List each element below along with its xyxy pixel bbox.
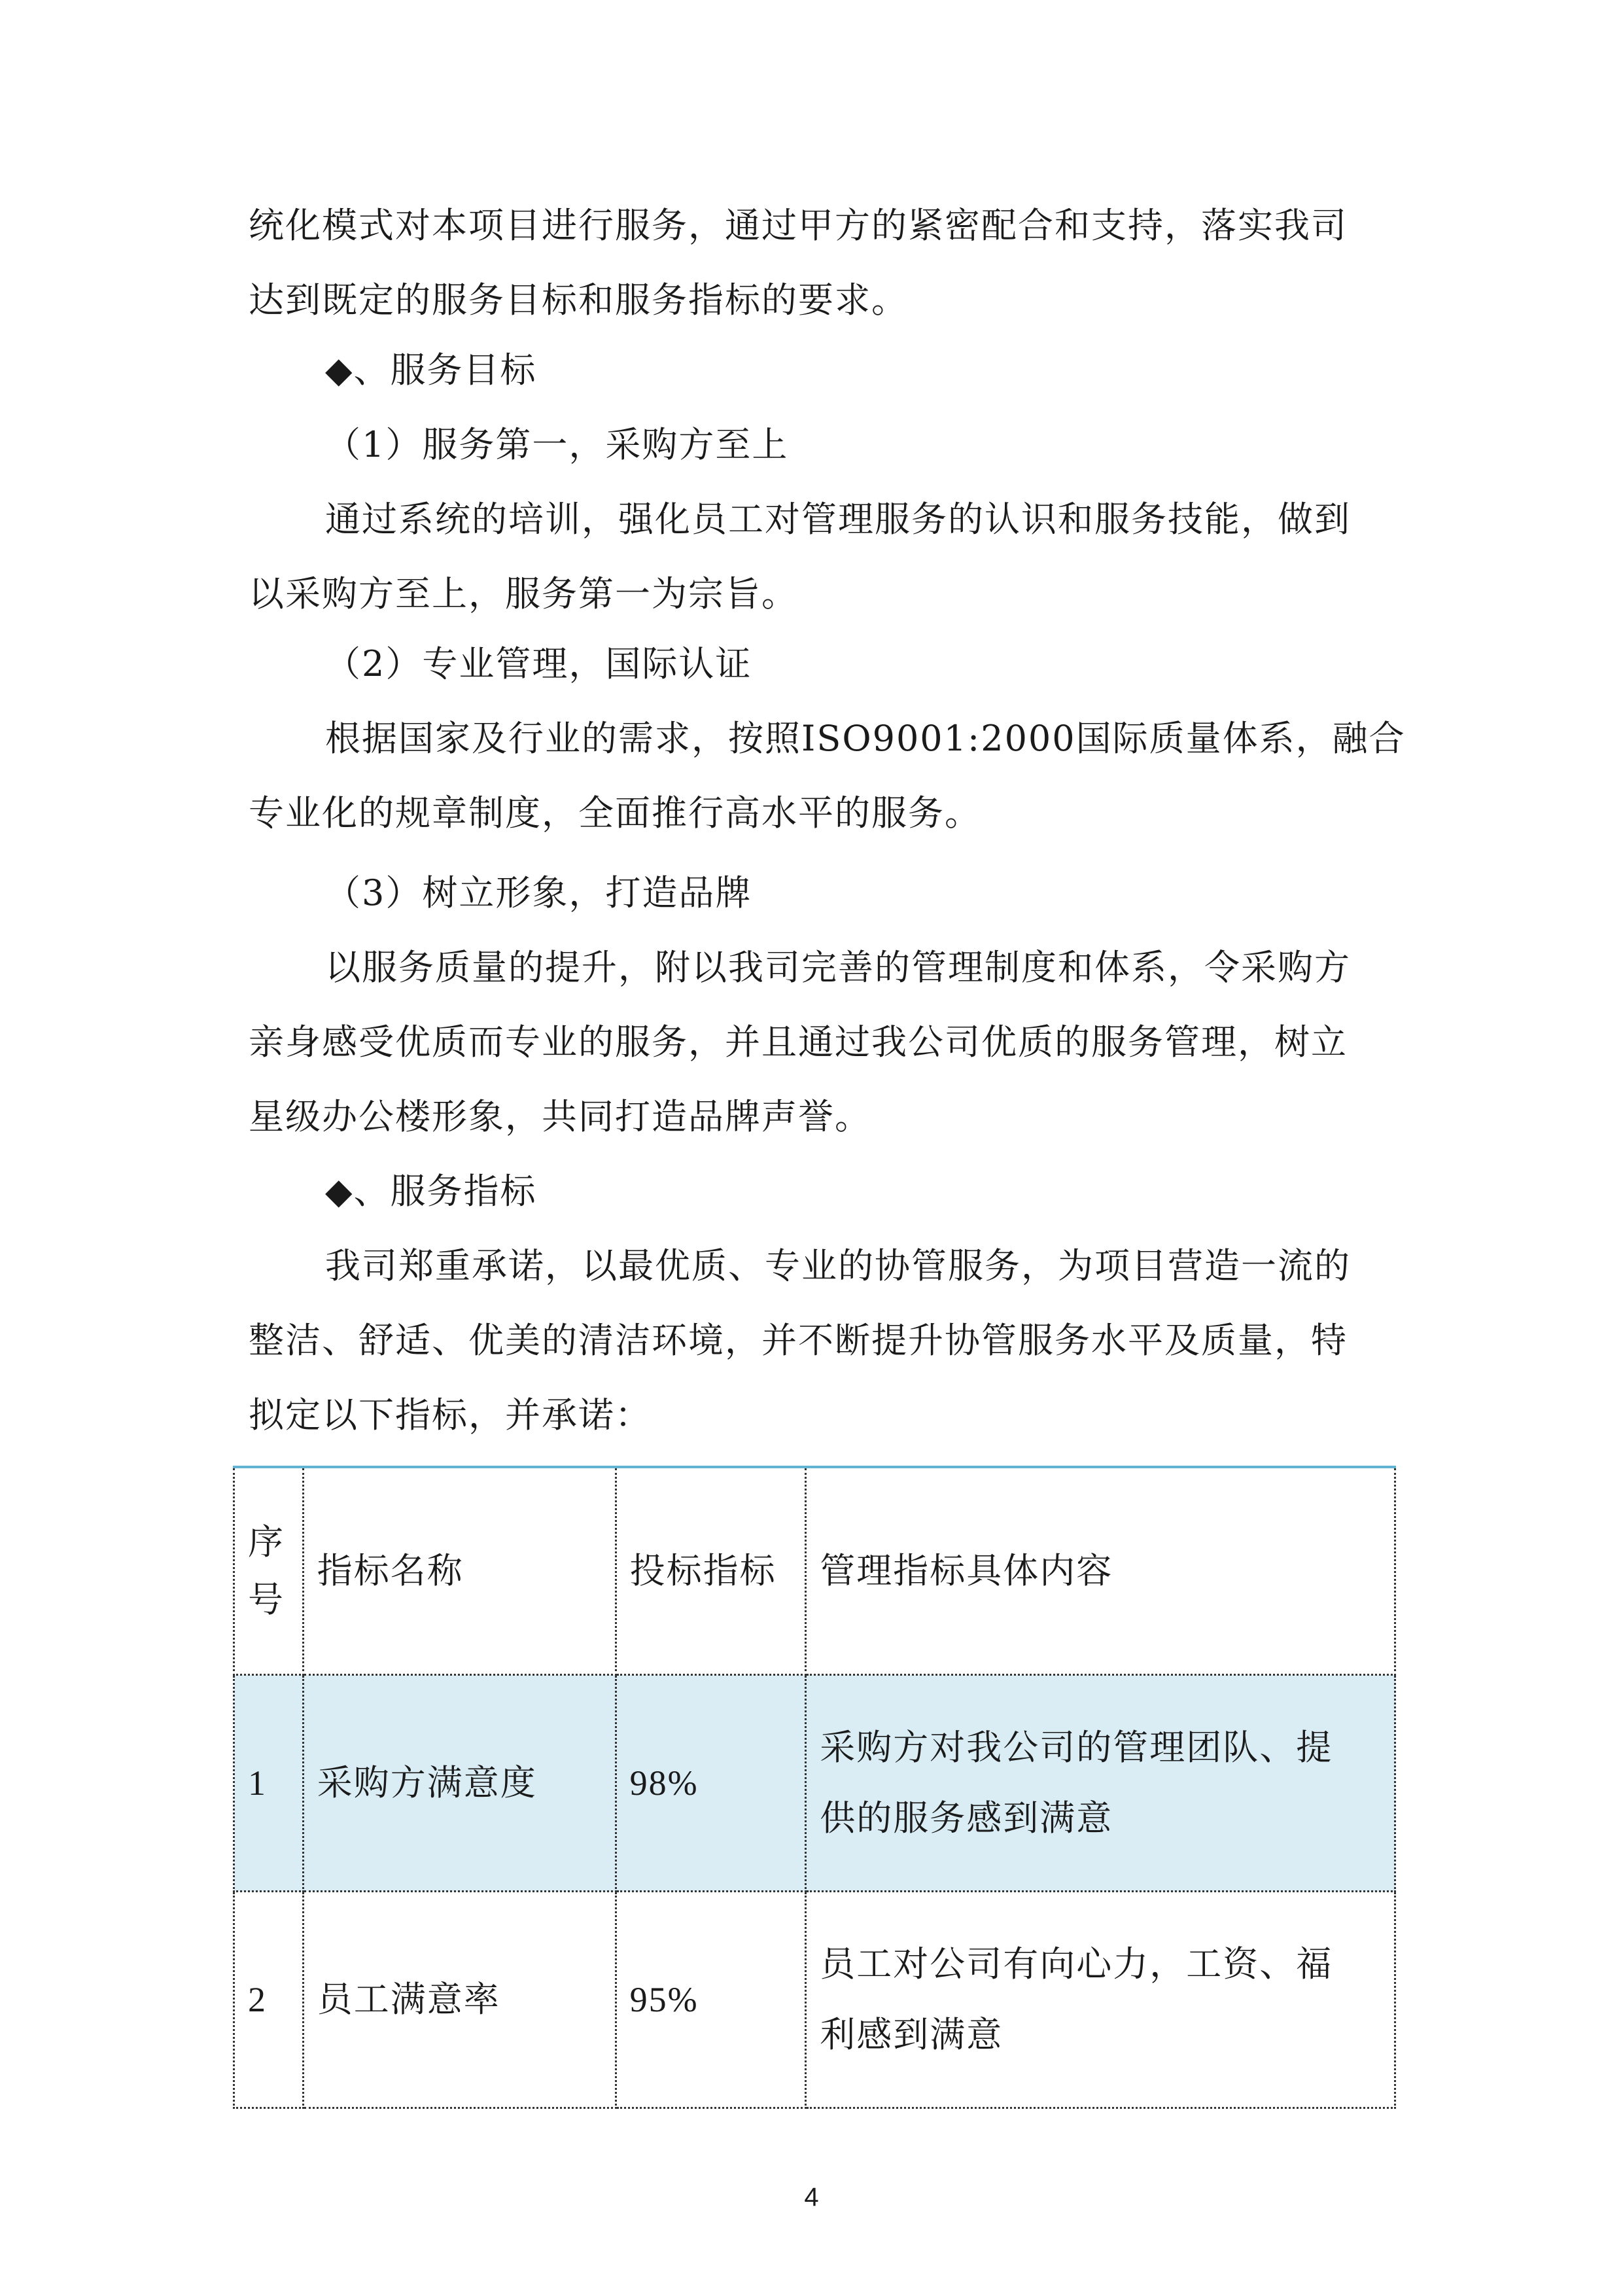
indicator-table: [233, 1466, 1396, 2109]
body-text-line: 统化模式对本项目进行服务，通过甲方的紧密配合和支持，落实我司: [249, 205, 1348, 246]
header-target: 投标指标: [616, 1467, 806, 1675]
detail-line: 利感到满意: [820, 2014, 1003, 2055]
page-number: 4: [804, 2183, 819, 2212]
detail-line: 员工对公司有向心力，工资、福: [820, 1943, 1333, 1985]
goal-1-title: （1）服务第一，采购方至上: [325, 424, 789, 465]
body-text-line: 以服务质量的提升，附以我司完善的管理制度和体系，令采购方: [325, 947, 1351, 988]
body-text-line: 拟定以下指标，并承诺：: [249, 1394, 652, 1436]
cell-detail: [806, 1675, 1395, 1892]
cell-detail: [806, 1892, 1395, 2108]
body-text-line: 根据国家及行业的需求，按照ISO9001:2000国际质量体系，融合: [325, 718, 1406, 759]
table-row: [234, 1675, 1395, 1892]
body-text-line: 以采购方至上，服务第一为宗旨。: [249, 573, 798, 614]
cell-seq: 1: [234, 1675, 304, 1892]
goal-2-title: （2）专业管理，国际认证: [325, 643, 752, 684]
table-header-row: [234, 1467, 1395, 1675]
header-seq-char: 号: [248, 1579, 285, 1620]
header-detail: 管理指标具体内容: [806, 1467, 1395, 1675]
header-seq: [234, 1467, 304, 1675]
body-text-line: 达到既定的服务目标和服务指标的要求。: [249, 279, 908, 321]
cell-seq: 2: [234, 1892, 304, 2108]
header-name: 指标名称: [303, 1467, 616, 1675]
header-seq-char: 序: [248, 1521, 285, 1563]
goal-3-title: （3）树立形象，打造品牌: [325, 872, 752, 913]
body-text-line: 整洁、舒适、优美的清洁环境，并不断提升协管服务水平及质量，特: [249, 1320, 1348, 1361]
section-heading-goals: ◆、服务目标: [325, 349, 537, 391]
body-text-line: 通过系统的培训，强化员工对管理服务的认识和服务技能，做到: [325, 499, 1351, 540]
body-text-line: 星级办公楼形象，共同打造品牌声誉。: [249, 1096, 871, 1137]
cell-target: 98%: [616, 1675, 806, 1892]
body-text-line: 亲身感受优质而专业的服务，并且通过我公司优质的服务管理，树立: [249, 1021, 1348, 1063]
cell-name: 采购方满意度: [303, 1675, 616, 1892]
cell-target: 95%: [616, 1892, 806, 2108]
detail-line: 采购方对我公司的管理团队、提: [820, 1727, 1333, 1768]
body-text-line: 专业化的规章制度，全面推行高水平的服务。: [249, 792, 981, 834]
detail-line: 供的服务感到满意: [820, 1797, 1113, 1839]
body-text-line: 我司郑重承诺，以最优质、专业的协管服务，为项目营造一流的: [325, 1245, 1351, 1286]
section-heading-indicators: ◆、服务指标: [325, 1171, 537, 1212]
cell-name: 员工满意率: [303, 1892, 616, 2108]
table-row: [234, 1892, 1395, 2108]
